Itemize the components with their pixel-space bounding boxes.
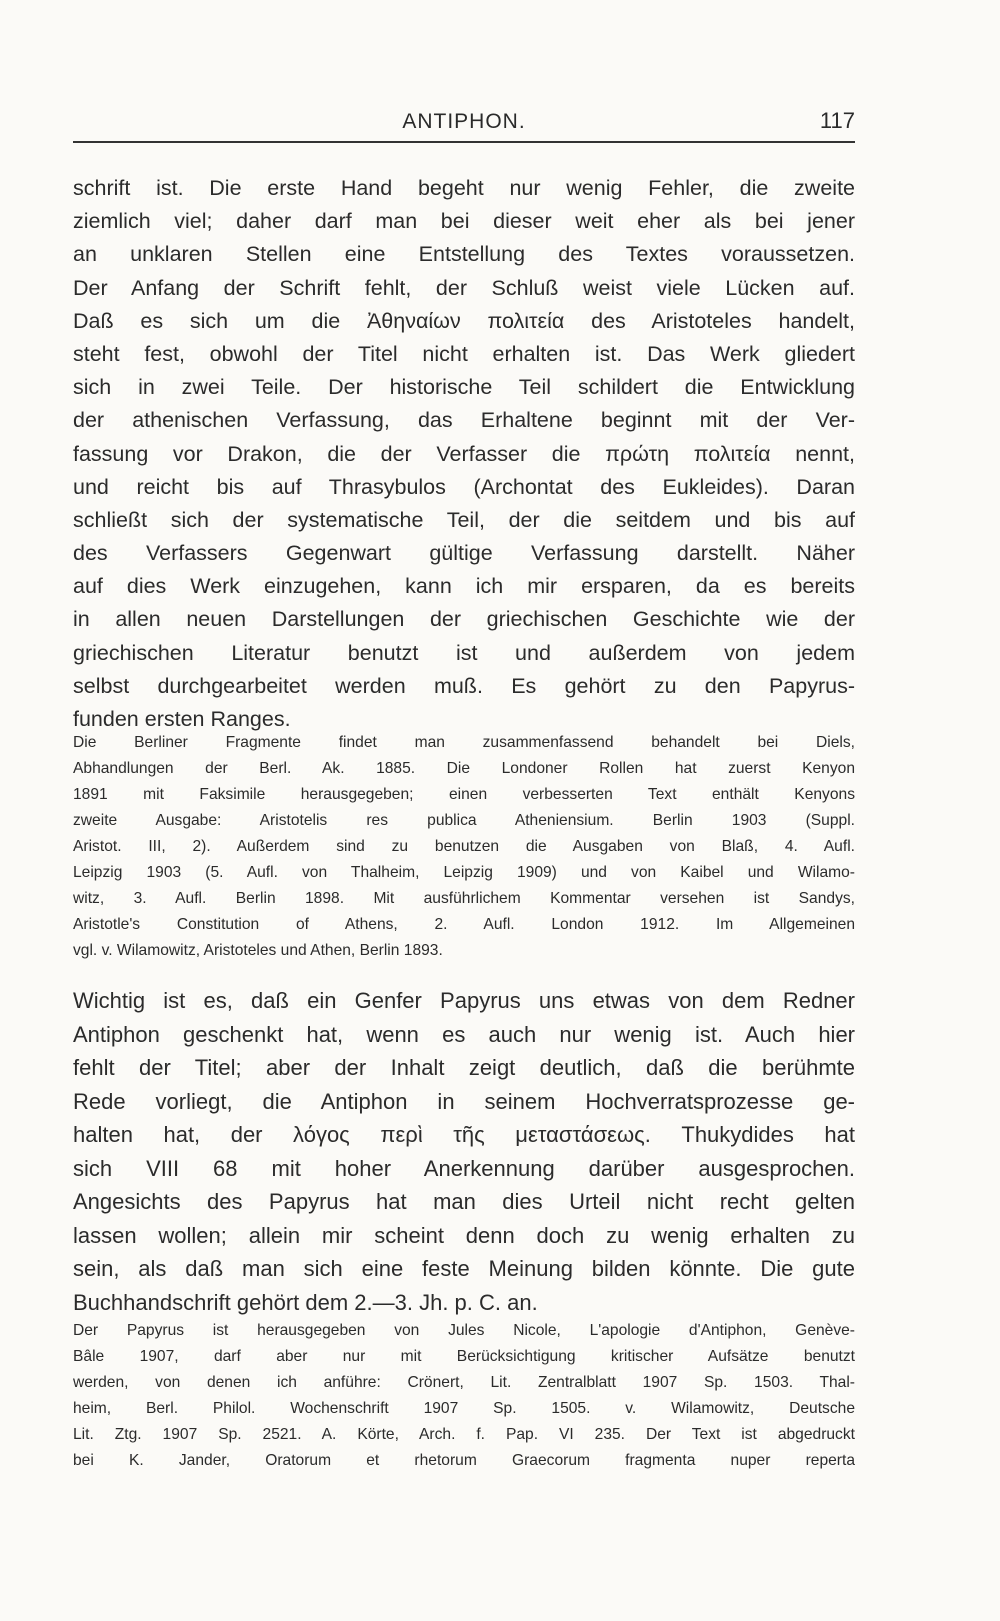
paragraph-aristotle-athenaion-politeia [73, 172, 855, 736]
footnote-line: Die Berliner Fragmente findet man zusammenfassend behandelt bei Diels, [73, 734, 855, 751]
text-line: griechischen Literatur benutzt ist und außerdem von jedem [73, 640, 855, 665]
text-line: sich in zwei Teile. Der historische Teil schildert die Entwicklung [73, 375, 855, 400]
footnote-line: bei K. Jander, Oratorum et rhetorum Graecorum fragmenta nuper reperta [73, 1452, 855, 1469]
text-line: Antiphon geschenkt hat, wenn es auch nur wenig ist. Auch hier [73, 1021, 855, 1047]
text-line: fassung vor Drakon, die der Verfasser die πρώτη πολιτεία nennt, [73, 441, 855, 466]
footnote-line: witz, 3. Aufl. Berlin 1898. Mit ausführlichem Kommentar versehen ist Sandys, [73, 890, 855, 907]
paragraph-antiphon-papyrus [73, 984, 855, 1319]
text-line: sich VIII 68 mit hoher Anerkennung darüber ausgesprochen. [73, 1155, 855, 1181]
footnote-line: Abhandlungen der Berl. Ak. 1885. Die Londoner Rollen hat zuerst Kenyon [73, 760, 855, 777]
text-line: der athenischen Verfassung, das Erhaltene beginnt mit der Ver- [73, 408, 855, 433]
page-header [73, 106, 855, 140]
footnote-aristotle-editions [73, 730, 855, 964]
text-line: auf dies Werk einzugehen, kann ich mir ersparen, da es bereits [73, 574, 855, 599]
text-line: Der Anfang der Schrift fehlt, der Schluß weist viele Lücken auf. [73, 275, 855, 300]
text-line: Wichtig ist es, daß ein Genfer Papyrus uns etwas von dem Redner [73, 988, 855, 1013]
text-line: Rede vorliegt, die Antiphon in seinem Hochverratsprozesse ge- [73, 1088, 855, 1114]
text-line: in allen neuen Darstellungen der griechischen Geschichte wie der [73, 607, 855, 632]
footnote-line: Aristot. III, 2). Außerdem sind zu benutzen die Ausgaben von Blaß, 4. Aufl. [73, 838, 855, 855]
footnote-line: zweite Ausgabe: Aristotelis res publica Atheniensium. Berlin 1903 (Suppl. [73, 812, 855, 829]
header-rule [73, 141, 855, 143]
text-line: funden ersten Ranges. [73, 707, 291, 731]
text-line: Buchhandschrift gehört dem 2.—3. Jh. p. C. an. [73, 1289, 538, 1315]
footnote-antiphon-editions [73, 1318, 855, 1474]
footnote-line: Bâle 1907, darf aber nur mit Berücksichtigung kritischer Aufsätze benutzt [73, 1348, 855, 1365]
text-line: schrift ist. Die erste Hand begeht nur wenig Fehler, die zweite [73, 176, 855, 200]
footnote-line: Leipzig 1903 (5. Aufl. von Thalheim, Leipzig 1909) und von Kaibel und Wilamo- [73, 864, 855, 881]
footnote-line: 1891 mit Faksimile herausgegeben; einen verbesserten Text enthält Kenyons [73, 786, 855, 803]
footnote-line: Aristotle's Constitution of Athens, 2. Aufl. London 1912. Im Allgemeinen [73, 916, 855, 933]
page-number: 117 [819, 108, 855, 133]
text-line: halten hat, der λόγος περὶ τῆς μεταστάσεως. Thukydides hat [73, 1122, 855, 1147]
text-line: des Verfassers Gegenwart gültige Verfassung darstellt. Näher [73, 541, 855, 566]
footnote-line: vgl. v. Wilamowitz, Aristoteles und Athen, Berlin 1893. [73, 942, 443, 959]
text-line: selbst durchgearbeitet werden muß. Es gehört zu den Papyrus- [73, 673, 855, 698]
footnote-line: werden, von denen ich anführe: Crönert, Lit. Zentralblatt 1907 Sp. 1503. Thal- [73, 1374, 855, 1391]
text-line: sein, als daß man sich eine feste Meinung bilden könnte. Die gute [73, 1256, 855, 1281]
footnote-line: Lit. Ztg. 1907 Sp. 2521. A. Körte, Arch. f. Pap. VI 235. Der Text ist abgedruckt [73, 1426, 855, 1443]
running-title: ANTIPHON. [402, 110, 526, 133]
text-line: lassen wollen; allein mir scheint denn doch zu wenig erhalten zu [73, 1222, 855, 1248]
text-line: ziemlich viel; daher darf man bei dieser weit eher als bei jener [73, 209, 855, 234]
footnote-line: Der Papyrus ist herausgegeben von Jules Nicole, L'apologie d'Antiphon, Genève- [73, 1322, 855, 1339]
text-line: steht fest, obwohl der Titel nicht erhalten ist. Das Werk gliedert [73, 341, 855, 366]
footnote-line: heim, Berl. Philol. Wochenschrift 1907 Sp. 1505. v. Wilamowitz, Deutsche [73, 1400, 855, 1417]
text-line: schließt sich der systematische Teil, der die seitdem und bis auf [73, 507, 855, 532]
text-line: Angesichts des Papyrus hat man dies Urteil nicht recht gelten [73, 1189, 855, 1214]
text-line: fehlt der Titel; aber der Inhalt zeigt deutlich, daß die berühmte [73, 1055, 855, 1080]
text-line: Daß es sich um die Ἀθηναίων πολιτεία des Aristoteles handelt, [73, 308, 855, 333]
text-line: und reicht bis auf Thrasybulos (Archontat des Eukleides). Daran [73, 474, 855, 499]
text-line: an unklaren Stellen eine Entstellung des Textes voraussetzen. [73, 242, 855, 267]
